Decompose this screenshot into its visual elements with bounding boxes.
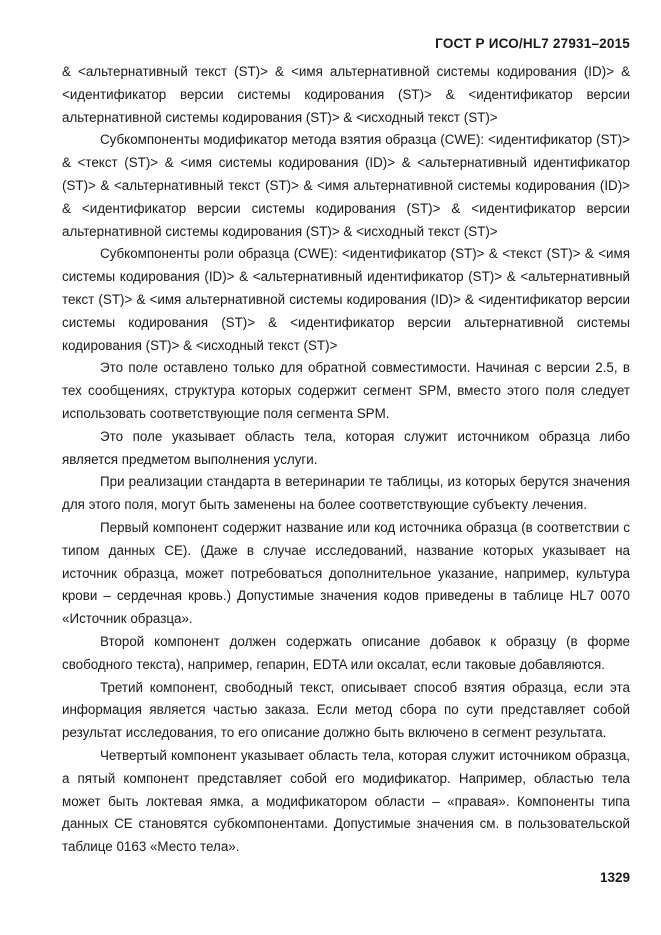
page-number: 1329 — [599, 870, 630, 885]
paragraph: При реализации стандарта в ветеринарии те таблицы, из которых берутся значения для этого поля, могут быть заменены на более соответствующие субъекту лечения. — [62, 474, 630, 513]
paragraph: Это поле оставлено только для обратной совместимости. Начиная с версии 2.5, в тех сообщениях, структура которых содержит сегмент SPM, вместо этого поля следует использовать соответствующие поля сегмента SPM. — [62, 360, 630, 421]
paragraph: Первый компонент содержит название или код источника образца (в соответствии с типом данных CE). (Даже в случае исследований, название которых указывает на источник образца, может потребоваться дополнительное указание, например, культура крови – сердечная кровь.) Допустимые значения кодов приведены в таблице HL7 0070 «Источник образца». — [62, 519, 630, 627]
paragraph: Субкомпоненты роли образца (CWE): <идентификатор (ST)> & <текст (ST)> & <имя системы кодирования (ID)> & <альтернативный идентификатор (ST)> & <альтернативный текст (ST)> & <имя альтернативной системы кодирования (ID)> & <идентификатор версии системы кодирования (ST)> & <идентификатор версии альтернативной системы кодирования (ST)> & <исходный текст (ST)> — [62, 246, 630, 353]
paragraph: Это поле указывает область тела, которая служит источником образца либо является предметом выполнения услуги. — [62, 428, 630, 467]
paragraph: Субкомпоненты модификатор метода взятия образца (CWE): <идентификатор (ST)> & <текст (ST)> & <имя системы кодирования (ID)> & <альтернативный идентификатор (ST)> & <альтернативный текст (ST)> & <имя альтернативной системы кодирования (ID)> & <идентификатор версии системы кодирования (ST)> & <идентификатор версии альтернативной системы кодирования (ST)> & <исходный текст (ST)> — [62, 132, 630, 239]
paragraph: Четвертый компонент указывает область тела, которая служит источником образца, а пятый компонент представляет собой его модификатор. Например, областью тела может быть локтевая ямка, а модификатором области – «правая». Компоненты типа данных CE становятся субкомпонентами. Допустимые значения см. в пользовательской таблице 0163 «Место тела». — [62, 747, 630, 855]
paragraph: & <альтернативный текст (ST)> & <имя альтернативной системы кодирования (ID)> & <идентификатор версии системы кодирования (ST)> & <идентификатор версии альтернативной системы кодирования (ST)> & <исходный текст (ST)> — [62, 64, 630, 125]
page-header: ГОСТ Р ИСО/HL7 27931–2015 — [435, 36, 630, 51]
paragraph: Третий компонент, свободный текст, описывает способ взятия образца, если эта информация является частью заказа. Если метод сбора по сути представляет собой результат исследования, то его описание должно быть включено в сегмент результата. — [62, 679, 630, 741]
document-body — [62, 61, 630, 859]
paragraph: Второй компонент должен содержать описание добавок к образцу (в форме свободного текста), например, гепарин, EDTA или оксалат, если таковые добавляются. — [62, 633, 630, 672]
